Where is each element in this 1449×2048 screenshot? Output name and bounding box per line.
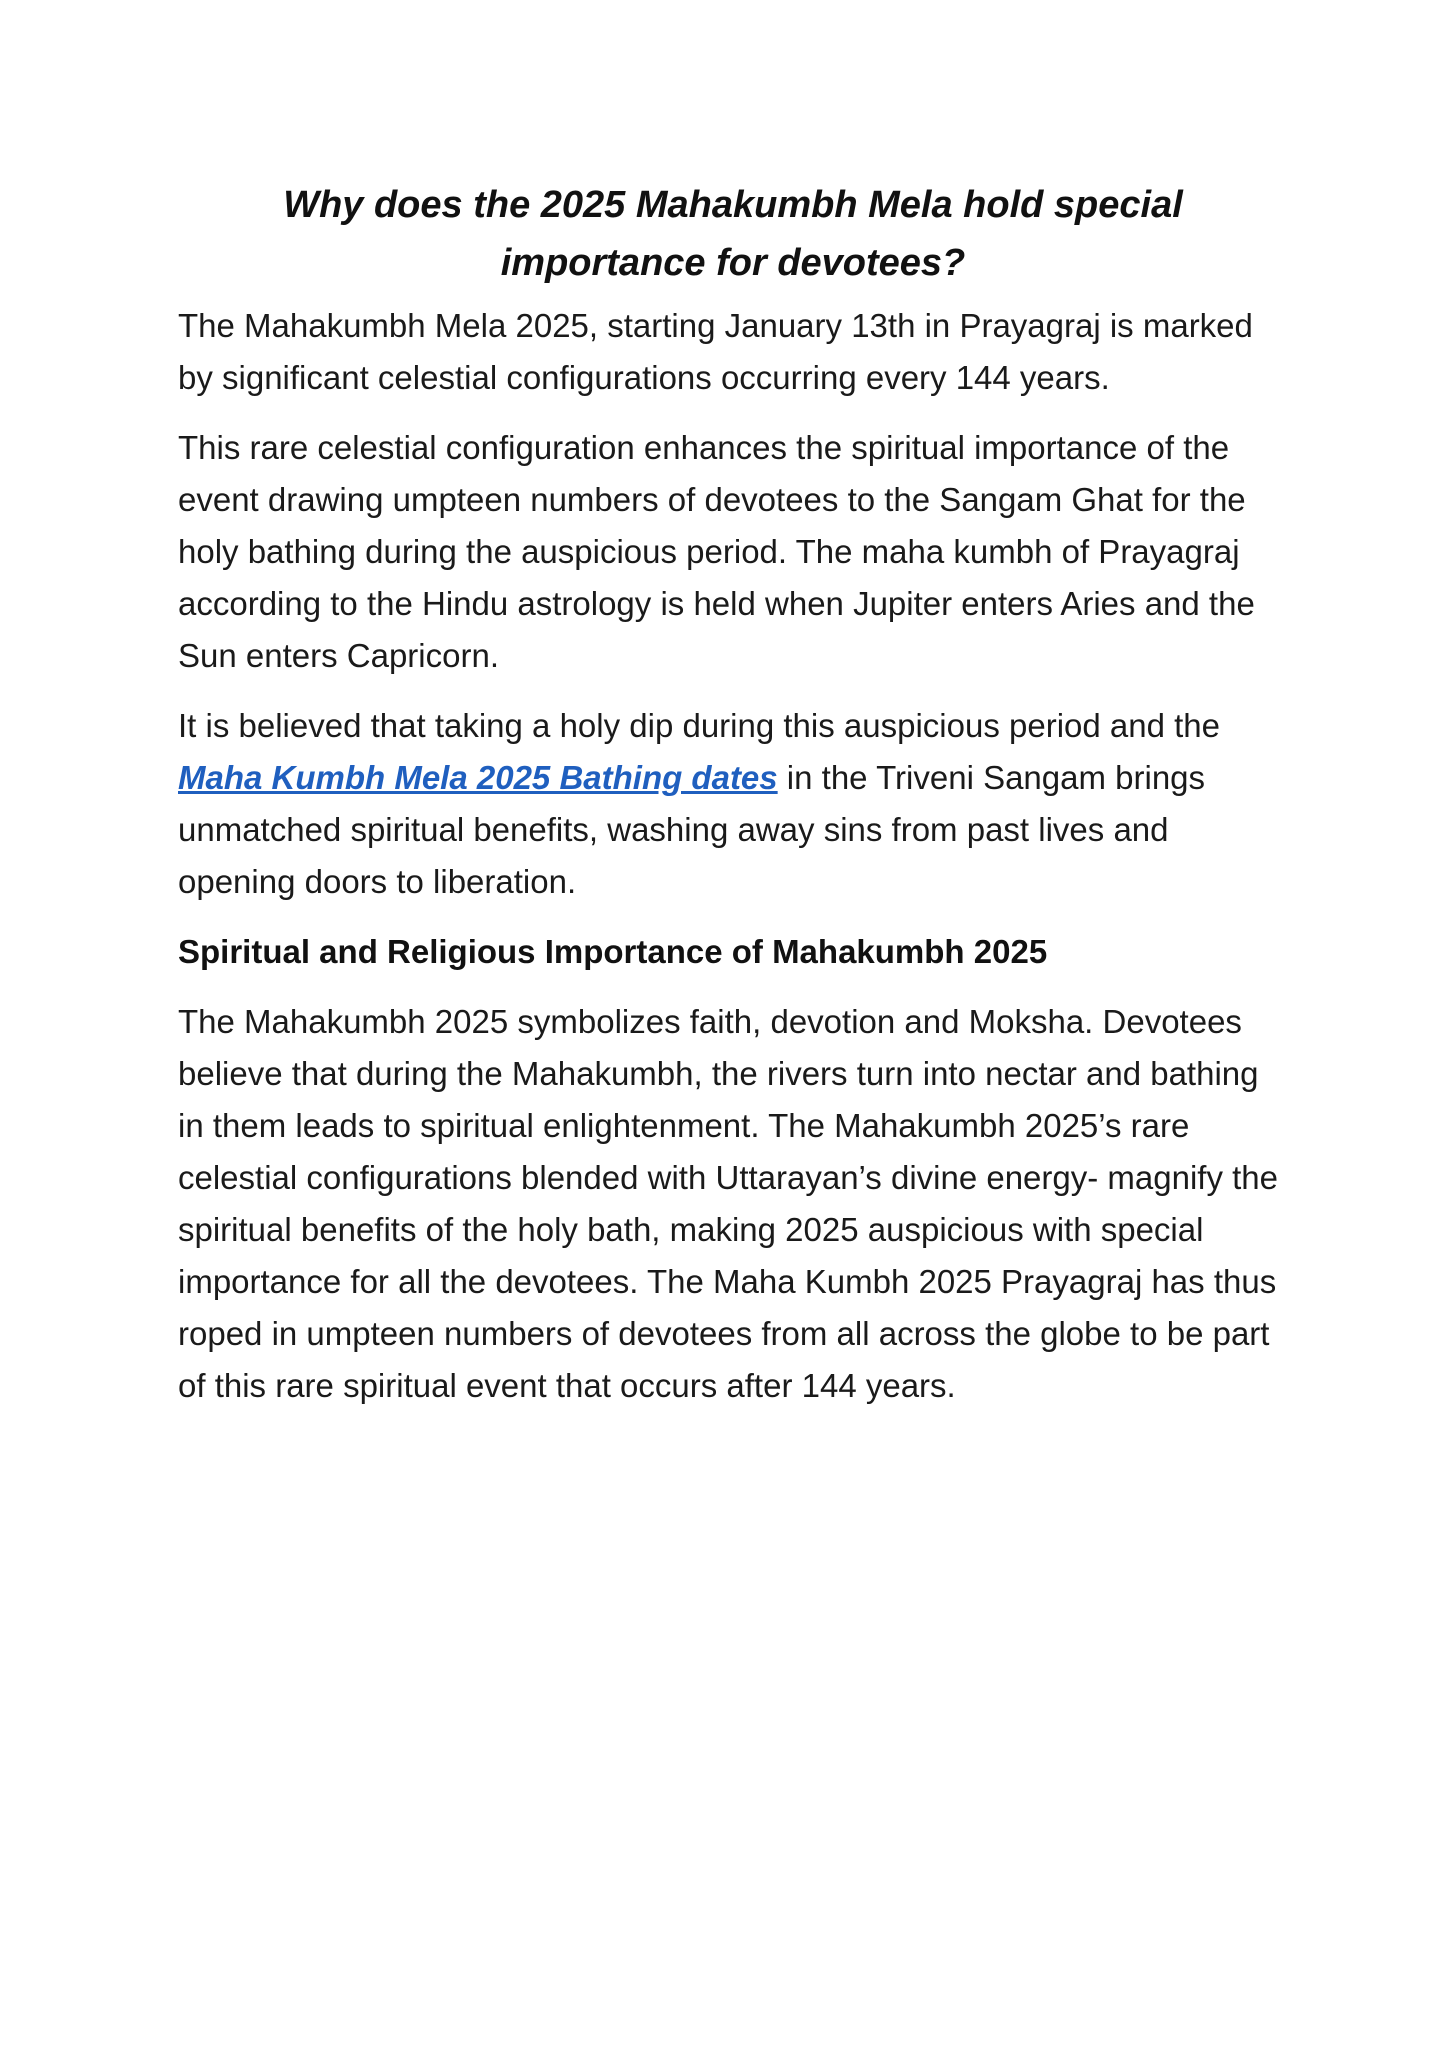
section-heading: Spiritual and Religious Importance of Mahakumbh 2025: [178, 933, 1048, 970]
title-line-1: Why does the 2025 Mahakumbh Mela hold special: [283, 184, 1183, 226]
paragraph-spiritual-importance: The Mahakumbh 2025 symbolizes faith, devotion and Moksha. Devotees believe that during the Mahakumbh, the rivers turn into nectar and bathing in them leads to spiritual enlightenment. The Mahakumbh 2025’s rare celestial configurations blended with Uttarayan’s divine energy- magnify the spiritual benefits of the holy bath, making 2025 auspicious with special importance for all the devotees. The Maha Kumbh 2025 Prayagraj has thus roped in umpteen numbers of devotees from all across the globe to be part of this rare spiritual event that occurs after 144 years.: [178, 1003, 1279, 1404]
paragraph-holy-dip: [178, 700, 1288, 908]
article-body: [178, 176, 1288, 1430]
paragraph-text-after-link: in the Triveni Sangam brings unmatched spiritual benefits, washing away sins from past lives and opening doors to liberation.: [178, 759, 1206, 900]
article-title: [178, 176, 1288, 292]
paragraph-intro: The Mahakumbh Mela 2025, starting January 13th in Prayagraj is marked by significant celestial configurations occurring every 144 years.: [178, 307, 1253, 396]
bathing-dates-link[interactable]: Maha Kumbh Mela 2025 Bathing dates: [178, 759, 778, 796]
paragraph-configuration: This rare celestial configuration enhances the spiritual importance of the event drawing umpteen numbers of devotees to the Sangam Ghat for the holy bathing during the auspicious period. The maha kumbh of Prayagraj according to the Hindu astrology is held when Jupiter enters Aries and the Sun enters Capricorn.: [178, 429, 1255, 674]
paragraph-text-before-link: It is believed that taking a holy dip during this auspicious period and the: [178, 707, 1220, 744]
title-line-2: importance for devotees?: [500, 242, 966, 284]
